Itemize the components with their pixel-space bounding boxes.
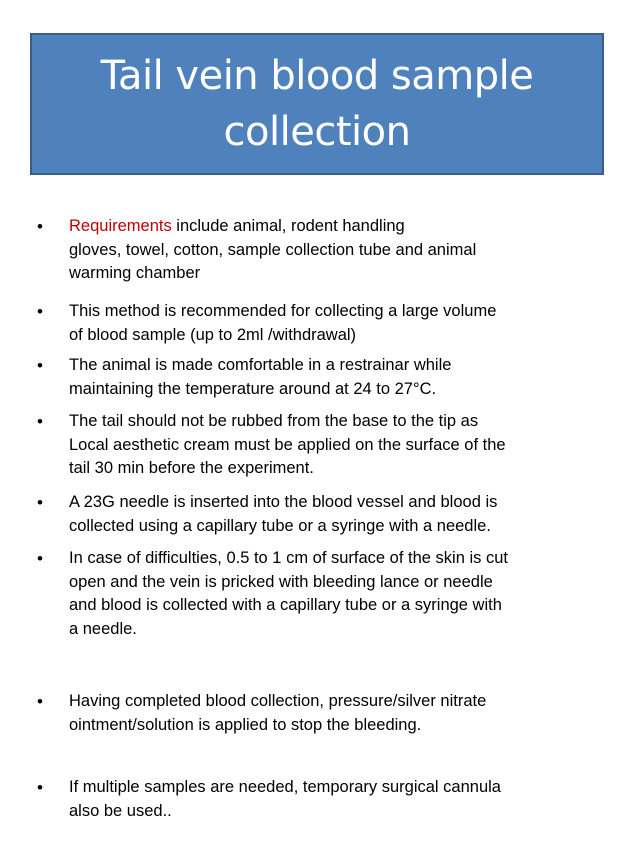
bullet-line: A 23G needle is inserted into the blood vessel and blood is <box>69 493 498 511</box>
bullet-line: tail 30 min before the experiment. <box>69 459 314 477</box>
bullet-line: If multiple samples are needed, temporary surgical cannula <box>69 778 501 796</box>
bullet-line: and blood is collected with a capillary tube or a syringe with <box>69 596 502 614</box>
bullet-line-rest: include animal, rodent handling <box>171 217 405 235</box>
bullet-glyph: • <box>37 412 43 431</box>
bullet-line: Local aesthetic cream must be applied on the surface of the <box>69 435 506 454</box>
bullet-glyph: • <box>37 356 43 375</box>
bullet-glyph: • <box>37 778 43 797</box>
bullet-line: also be used.. <box>69 801 172 820</box>
bullet-glyph: • <box>37 302 43 321</box>
bullet-line: The animal is made comfortable in a restrainar while <box>69 356 452 374</box>
bullet-line: In case of difficulties, 0.5 to 1 cm of surface of the skin is cut <box>69 549 508 567</box>
bullet-text <box>69 491 617 538</box>
bullet-glyph: • <box>37 217 43 236</box>
bullet-text <box>69 354 617 401</box>
bullet-line: collected using a capillary tube or a syringe with a needle. <box>69 516 491 535</box>
bullet-text <box>69 547 617 641</box>
slide-title-line-2: collection <box>223 109 411 155</box>
bullet-text <box>69 215 617 286</box>
bullet-glyph: • <box>37 692 43 711</box>
bullet-line: open and the vein is pricked with bleeding lance or needle <box>69 572 493 591</box>
bullet-text <box>69 690 617 737</box>
bullet-line <box>69 215 617 239</box>
bullet-line: maintaining the temperature around at 24 to 27°C. <box>69 379 437 398</box>
bullet-text <box>69 776 617 823</box>
bullet-line: gloves, towel, cotton, sample collection tube and animal <box>69 240 477 259</box>
slide-title-line-1: Tail vein blood sample <box>100 53 534 99</box>
bullet-text <box>69 410 617 481</box>
bullet-line: ointment/solution is applied to stop the bleeding. <box>69 715 422 734</box>
bullet-glyph: • <box>37 549 43 568</box>
bullet-line: Having completed blood collection, pressure/silver nitrate <box>69 692 487 710</box>
title-box <box>30 33 604 175</box>
requirements-highlight: Requirements <box>69 217 172 235</box>
bullet-text <box>69 300 617 347</box>
bullet-line: warming chamber <box>69 264 201 282</box>
bullet-line: The tail should not be rubbed from the base to the tip as <box>69 412 479 430</box>
bullet-glyph: • <box>37 493 43 512</box>
bullet-line: This method is recommended for collecting a large volume <box>69 302 497 320</box>
bullet-line: a needle. <box>69 619 137 638</box>
bullet-line: of blood sample (up to 2ml /withdrawal) <box>69 325 357 344</box>
